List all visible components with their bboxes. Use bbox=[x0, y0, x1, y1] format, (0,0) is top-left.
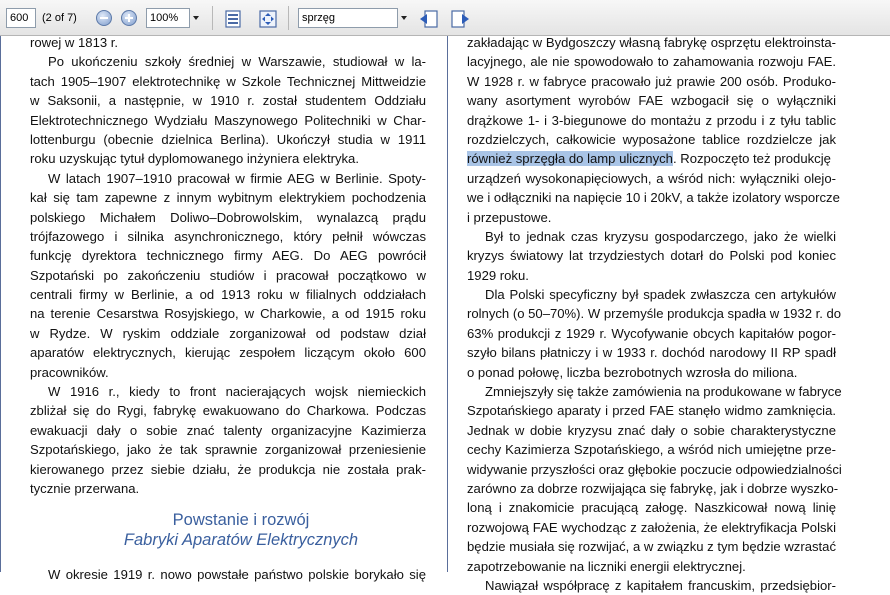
text-line: kierowanego przez siebie działu, że produkcja nie została prak- bbox=[30, 461, 426, 477]
text-line: funkcję dyrektora technicznego firmy AEG. Do AEG powrócił bbox=[30, 248, 426, 264]
text-line-with-search-hit bbox=[467, 149, 836, 168]
text-line: widywanie przyszłości oraz głębokie poczucie odpowiedzialności bbox=[467, 461, 842, 477]
text-line: Szpotańskiego, jako że tak sprawnie zorganizował przeniesienie bbox=[30, 442, 426, 458]
text-line: W okresie 1919 r. nowo powstałe państwo polskie borykało się bbox=[48, 567, 426, 582]
text-line: w Saksonii, a następnie, w 1910 r. został studentem Oddziału bbox=[30, 93, 426, 109]
text-line: polskiego Michałem Doliwo–Dobrowolskim, wynalazcą prądu bbox=[30, 209, 426, 225]
text-line: Nawiązał współpracę z kapitałem francuskim, przedsiębior- bbox=[485, 577, 836, 593]
text-line: zarówno za dobrze rozwijająca się fabrykę, jak i dobrze wyszko- bbox=[467, 480, 839, 496]
zoom-dropdown-icon[interactable] bbox=[190, 8, 202, 28]
text-line: Jednak w dobie kryzysu znać dały o sobie charakterystyczne bbox=[467, 422, 836, 438]
text-line: na terenie Cesarstwa Rosyjskiego, w Charkowie, a od 1915 roku bbox=[30, 306, 426, 322]
zoom-out-icon[interactable] bbox=[96, 10, 112, 26]
text-line: rozwojową FAE wychodząc z założenia, że elektryfikacja Polski bbox=[467, 519, 836, 535]
text-line: drążkowe 1- i 3-biegunowe do montażu z przodu i z tyłu tablic bbox=[467, 112, 836, 128]
text-line: w Rydze. W ryskim oddziale zorganizował od podstaw dział bbox=[30, 325, 426, 341]
text-line: tach 1905–1907 elektrotechnikę w Szkole Technicznej Mittweidzie bbox=[30, 73, 426, 89]
text-line: rolnych (o 50–70%). W przemyśle produkcja spadła w 1932 r. do bbox=[467, 306, 842, 322]
text-line: zakładając w Bydgoszczy własną fabrykę osprzętu elektroinsta- bbox=[467, 35, 836, 50]
text-fragment: . Rozpoczęto też produkcję bbox=[672, 151, 831, 167]
text-line: Zmniejszyły się także zamówienia na produkowane w fabryce bbox=[485, 384, 842, 400]
text-line: 1929 roku. bbox=[467, 267, 529, 283]
find-previous-icon[interactable] bbox=[418, 8, 440, 30]
text-line: zbliżał się do Rygi, fabrykę ewakuowano do Charkowa. Podczas bbox=[30, 403, 426, 419]
zoom-in-icon[interactable] bbox=[121, 10, 137, 26]
text-line: W 1916 r., kiedy to front nacierających wojsk niemieckich bbox=[48, 384, 426, 400]
text-line: Szpotański po zakończeniu studiów i pracował początkowo w bbox=[30, 267, 426, 283]
find-next-icon[interactable] bbox=[449, 8, 471, 30]
text-line: trójfazowego i silnika asynchronicznego, który pełnił wówczas bbox=[30, 228, 426, 244]
text-line: cechy Kazimierza Szpotańskiego, a wśród nich umiejętne prze- bbox=[467, 442, 836, 458]
text-line: aparatów elektrycznych, kierując zespołem liczącym około 600 bbox=[30, 345, 426, 361]
text-line: będzie musiała się rozwijać, a w związku z tym będzie wzrastać bbox=[467, 539, 836, 555]
section-heading bbox=[30, 510, 452, 550]
search-input[interactable]: sprzęg bbox=[298, 8, 398, 28]
text-line: wany asortyment wyrobów FAE wzbogacił się o wyłączniki bbox=[467, 93, 836, 109]
left-text-column bbox=[30, 33, 426, 498]
text-line: Szpotańskiego aparaty i przed FAE stanęło widmo zamknięcia. bbox=[467, 403, 836, 419]
text-line: Dla Polski specyficzny był spadek zwłaszcza cen artykułów bbox=[485, 287, 836, 303]
search-highlight: również sprzęgła do lamp ulicznych bbox=[467, 151, 673, 167]
page-count-label: (2 of 7) bbox=[42, 12, 77, 24]
text-line: W latach 1907–1910 pracował w firmie AEG w Berlinie. Spoty- bbox=[48, 170, 426, 186]
text-line: ewakuacji dały o sobie znać talenty organizacyjne Kazimierza bbox=[30, 422, 426, 438]
section-heading-line2: Fabryki Aparatów Elektrycznych bbox=[123, 531, 359, 549]
left-bottom-line bbox=[48, 565, 426, 584]
text-line: centrali firmy w Berlinie, a od 1913 roku w filialnych oddziałach bbox=[30, 287, 426, 303]
text-line: rowej w 1813 r. bbox=[30, 35, 119, 50]
page-number-input[interactable]: 600 bbox=[6, 8, 36, 28]
text-line: kryzys światowy lat trzydziestych dotarł do Polski pod koniec bbox=[467, 248, 836, 264]
text-line: pracowników. bbox=[30, 364, 109, 380]
section-heading-line1: Powstanie i rozwój bbox=[172, 511, 310, 529]
text-line: urządzeń wysokonapięciowych, a wśród nich: wyłączniki olejo- bbox=[467, 170, 836, 186]
text-line: rozdzielczych, całkowicie wyposażone tablice rozdzielcze jak bbox=[467, 131, 836, 147]
text-line: lottenburgu (obecnie dzielnica Berlina). Ukończył studia w 1911 bbox=[30, 131, 426, 147]
page-edge-left bbox=[0, 36, 1, 572]
search-dropdown-icon[interactable] bbox=[398, 8, 410, 28]
text-line: o ponad połowę, liczba bezrobotnych wzrosła do miliona. bbox=[467, 364, 798, 380]
fit-width-icon[interactable] bbox=[257, 8, 279, 30]
zoom-input[interactable]: 100% bbox=[146, 8, 190, 28]
text-line: Był to jednak czas kryzysu gospodarczego, jako że wielki bbox=[485, 228, 836, 244]
text-line: i przepustowe. bbox=[467, 209, 552, 225]
pdf-toolbar bbox=[0, 0, 890, 36]
toolbar-separator bbox=[288, 6, 289, 30]
text-line: Po ukończeniu szkoły średniej w Warszawie, studiował w la- bbox=[48, 54, 426, 70]
text-line: tycznie przerwana. bbox=[30, 480, 140, 496]
text-line: Elektrotechnicznego Wydziału Maszynowego Politechniki w Char- bbox=[30, 112, 426, 128]
text-line: roku uzyskując tytuł dyplomowanego inżyniera elektryka. bbox=[30, 151, 359, 167]
page-edge-divider bbox=[447, 36, 448, 572]
right-text-column bbox=[467, 33, 842, 595]
text-line: zapotrzebowanie na liczniki energii elektrycznej. bbox=[467, 558, 746, 574]
text-line: we i odłączniki na napięcie 10 i 20kV, a także izolatory wsporcze bbox=[467, 190, 840, 206]
text-line: szyło bilans płatniczy i w 1933 r. dochód narodowy II RP spadł bbox=[467, 345, 836, 361]
toolbar-separator bbox=[212, 6, 213, 30]
text-line: 63% produkcji z 1929 r. Wycofywanie obcych kapitałów pogor- bbox=[467, 325, 836, 341]
text-line: lacyjnego, ale nie spowodowało to zahamowania rozwoju FAE. bbox=[467, 54, 836, 70]
text-line: W 1928 r. w fabryce pracowało już prawie 200 osób. Produko- bbox=[467, 73, 836, 89]
text-line: loną i znakomicie pracującą załogę. Naszkicował nową linię bbox=[467, 500, 836, 516]
document-view[interactable] bbox=[0, 35, 890, 593]
text-line: kał się tam zapewne z innym wybitnym elektrykiem pochodzenia bbox=[30, 190, 426, 206]
fit-page-icon[interactable] bbox=[222, 8, 244, 30]
